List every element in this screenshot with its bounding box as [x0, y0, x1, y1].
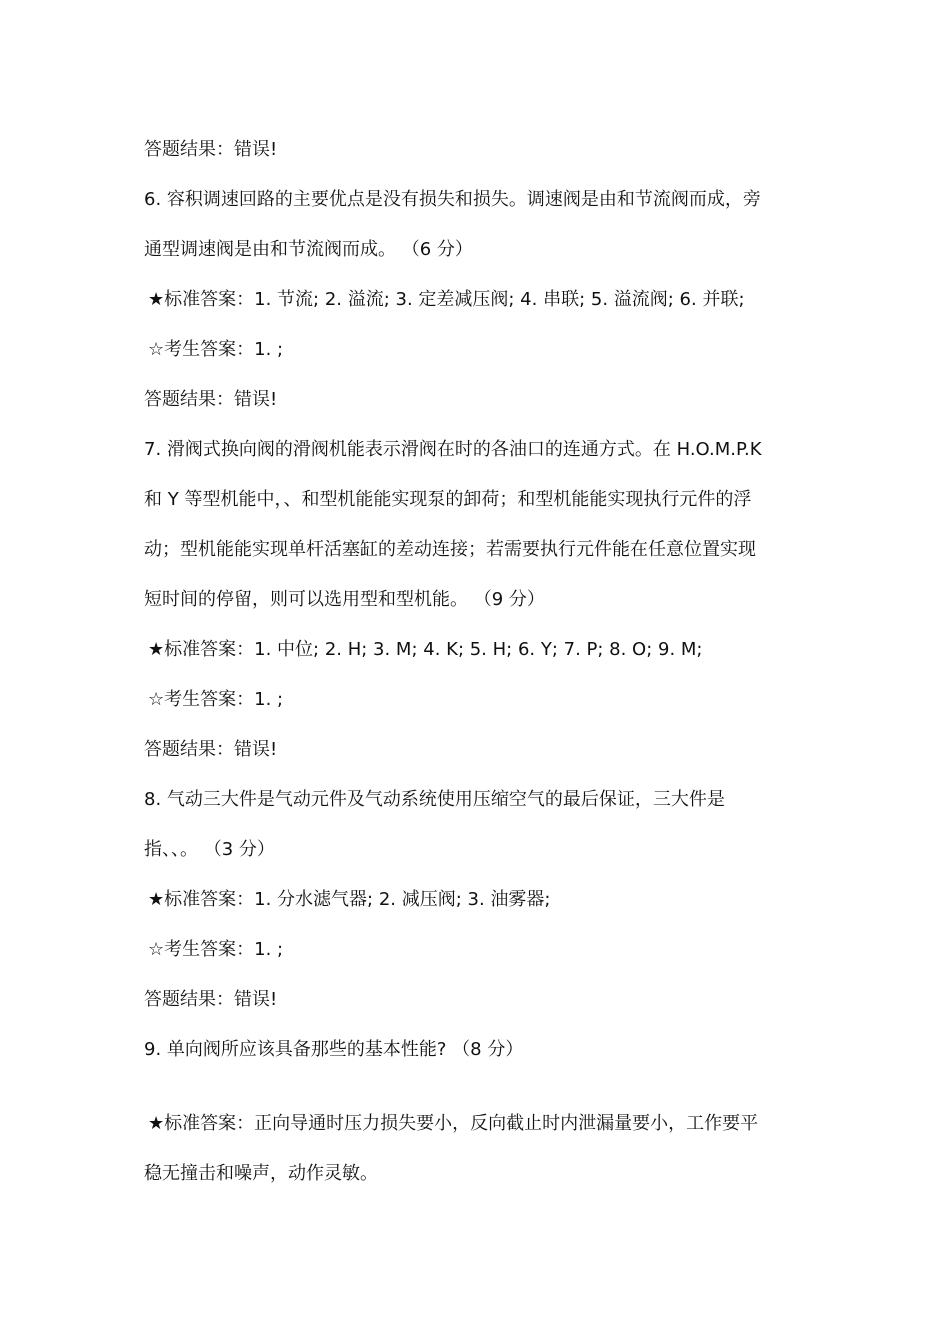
question-9-line-1: 9. 单向阀所应该具备那些的基本性能? （8 分）	[144, 1039, 524, 1060]
student-answer-7: ☆考生答案：1. ;	[148, 689, 284, 710]
student-answer-8: ☆考生答案：1. ;	[148, 939, 284, 960]
question-6-line-1: 6. 容积调速回路的主要优点是没有损失和损失。调速阀是由和节流阀而成，旁	[144, 189, 761, 210]
question-7-line-1: 7. 滑阀式换向阀的滑阀机能表示滑阀在时的各油口的连通方式。在 H.O.M.P.K	[144, 439, 762, 460]
question-7-line-4: 短时间的停留，则可以选用型和型机能。 （9 分）	[144, 589, 545, 610]
answer-result-7: 答题结果：错误!	[144, 739, 278, 760]
question-6-line-2: 通型调速阀是由和节流阀而成。 （6 分）	[144, 239, 473, 260]
standard-answer-9-line-2: 稳无撞击和噪声，动作灵敏。	[144, 1163, 378, 1184]
standard-answer-6: ★标准答案：1. 节流; 2. 溢流; 3. 定差减压阀; 4. 串联; 5. 溢流阀; 6. 并联;	[148, 289, 745, 310]
question-7-line-2: 和 Y 等型机能中，、和型机能能实现泵的卸荷；和型机能能实现执行元件的浮	[144, 489, 752, 510]
answer-result: 答题结果：错误!	[144, 139, 278, 160]
question-8-line-1: 8. 气动三大件是气动元件及气动系统使用压缩空气的最后保证，三大件是	[144, 789, 725, 810]
standard-answer-9-line-1: ★标准答案：正向导通时压力损失要小，反向截止时内泄漏量要小，工作要平	[148, 1113, 759, 1134]
answer-result-6: 答题结果：错误!	[144, 389, 278, 410]
standard-answer-7: ★标准答案：1. 中位; 2. H; 3. M; 4. K; 5. H; 6. Y; 7. P; 8. O; 9. M;	[148, 639, 703, 660]
standard-answer-8: ★标准答案：1. 分水滤气器; 2. 减压阀; 3. 油雾器;	[148, 889, 551, 910]
answer-result-8: 答题结果：错误!	[144, 989, 278, 1010]
question-8-line-2: 指、、。 （3 分）	[144, 839, 275, 860]
student-answer-6: ☆考生答案：1. ;	[148, 339, 284, 360]
question-7-line-3: 动；型机能能实现单杆活塞缸的差动连接；若需要执行元件能在任意位置实现	[144, 539, 756, 560]
